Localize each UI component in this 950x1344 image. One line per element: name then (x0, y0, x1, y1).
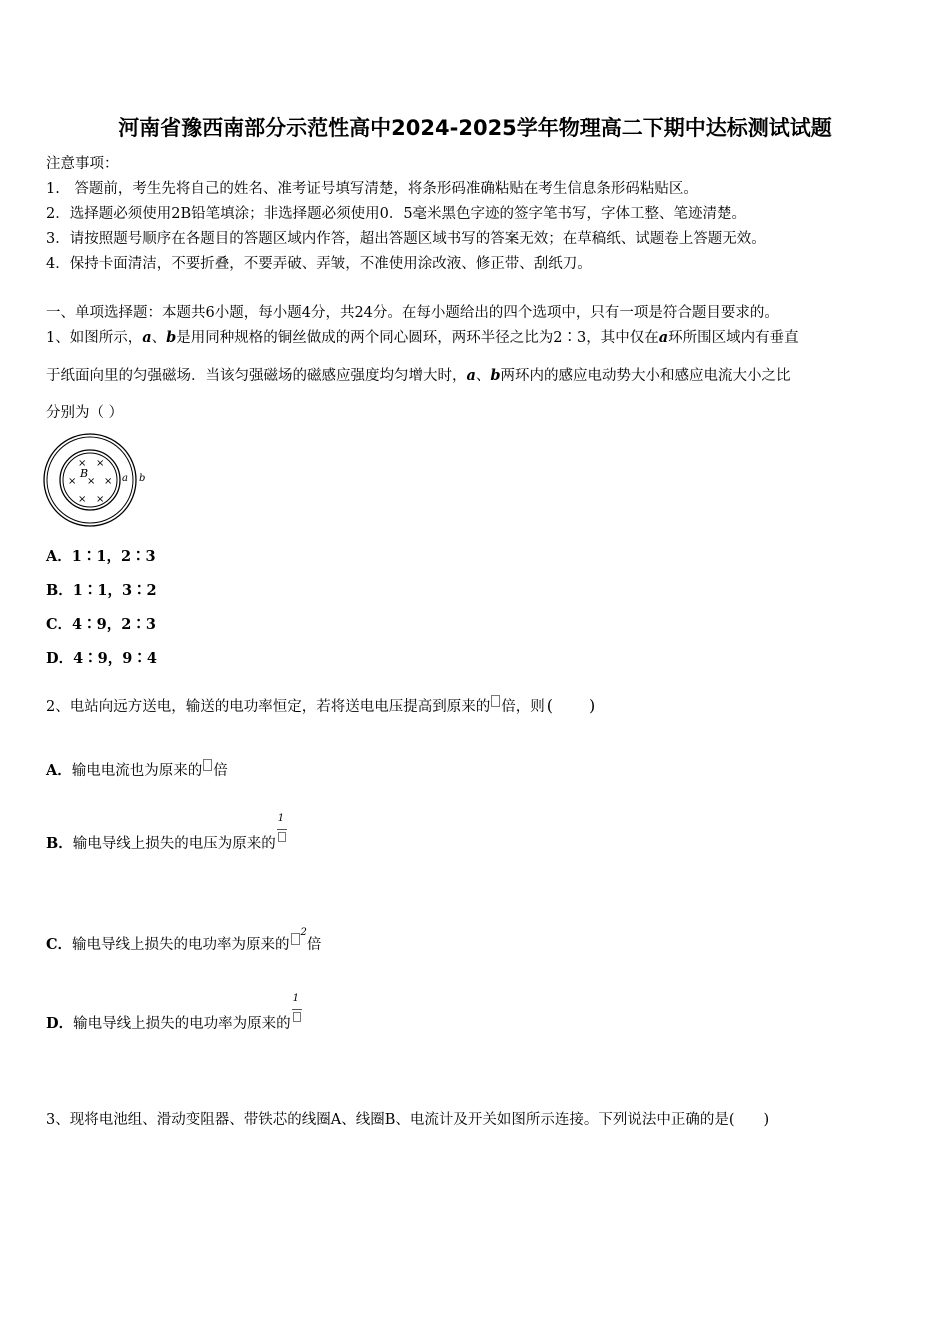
cross-mark: × (104, 476, 113, 487)
q1-option-b (46, 579, 157, 600)
option-letter: C． (46, 936, 73, 953)
option-letter: D． (46, 1015, 74, 1032)
ring-a-label: a (122, 473, 128, 484)
notice-item-4: 4．保持卡面清洁，不要折叠，不要弄破、弄皱，不准使用涂改液、修正带、刮纸刀。 (46, 256, 592, 272)
fraction-numerator: 1 (292, 993, 299, 1004)
option-text: 倍 (306, 937, 322, 953)
q2-option-b (46, 813, 290, 853)
q1-line1 (46, 326, 799, 347)
notice-item-3: 3．请按照题号顺序在各题目的答题区域内作答，超出答题区域书写的答案无效；在草稿纸、试题卷上答题无效。 (46, 231, 766, 247)
q1-var-b: b (166, 329, 177, 346)
cross-mark: × (96, 458, 105, 469)
cross-mark: × (78, 458, 87, 469)
fraction (291, 993, 305, 1033)
q2-stem-text: 2、电站向远方送电，输送的电功率恒定，若将送电电压提高到原来的 (46, 699, 491, 715)
notice-item-2: 2．选择题必须使用2B铅笔填涂；非选择题必须使用0．5毫米黑色字迹的签字笔书写，字体工整、笔迹清楚。 (46, 206, 747, 222)
option-text: 1∶1，2∶3 (71, 548, 156, 565)
option-letter: B． (46, 582, 73, 599)
option-text: 4∶9，2∶3 (72, 616, 156, 633)
q1-text: 是用同种规格的铜丝做成的两个同心圆环，两环半径之比为2∶3，其中仅在 (176, 330, 659, 346)
placeholder-symbol (491, 695, 500, 707)
option-text: 1∶1，3∶2 (72, 582, 157, 599)
option-letter: D． (46, 650, 74, 667)
q1-ring-figure (42, 431, 152, 531)
q1-var-a: a (658, 329, 669, 346)
q2-option-c (46, 927, 322, 954)
q1-text: 环所围区域内有垂直 (668, 330, 799, 346)
q1-var-b: b (490, 367, 501, 384)
q1-text: 两环内的感应电动势大小和感应电流大小之比 (500, 368, 791, 384)
cross-mark: × (87, 476, 96, 487)
placeholder-symbol (278, 832, 286, 842)
q2-option-d (46, 993, 305, 1033)
answer-paren: ( (546, 696, 553, 715)
option-letter: A． (46, 548, 72, 565)
notice-item-1: 1. 答题前，考生先将自己的姓名、准考证号填写清楚，将条形码准确粘贴在考生信息条形码粘贴区。 (46, 181, 698, 197)
option-letter: B． (46, 835, 73, 852)
option-letter: C． (46, 616, 73, 633)
q1-option-d (46, 647, 157, 668)
placeholder-symbol (293, 1012, 301, 1022)
q1-var-a: a (142, 329, 152, 346)
q1-sep: 、 (475, 368, 491, 384)
notice-heading: 注意事项： (46, 156, 119, 172)
option-text: 输电导线上损失的电压为原来的 (72, 836, 276, 852)
option-text: 倍 (213, 763, 228, 779)
q1-text: 1、如图所示， (46, 330, 143, 346)
page-title: 河南省豫西南部分示范性高中2024-2025学年物理高二下期中达标测试试题 (118, 116, 832, 140)
exponent: 2 (300, 927, 307, 938)
cross-mark: × (78, 494, 87, 505)
placeholder-symbol (291, 933, 300, 945)
section-header: 一、单项选择题：本题共6小题，每小题4分，共24分。在每小题给出的四个选项中，只有一项是符合题目要求的。 (46, 305, 779, 321)
q2-stem (46, 695, 595, 716)
field-label: B (80, 467, 89, 480)
q1-line2 (46, 364, 791, 385)
cross-mark: × (68, 476, 77, 487)
option-text: 输电导线上损失的电功率为原来的 (72, 937, 290, 953)
option-text: 输电电流也为原来的 (71, 763, 203, 779)
fraction (276, 813, 290, 853)
q1-option-c (46, 613, 156, 634)
q2-option-a (46, 759, 228, 780)
q1-var-a: a (466, 367, 476, 384)
fraction-numerator: 1 (277, 813, 285, 824)
option-text: 4∶9，9∶4 (73, 650, 157, 667)
q1-text: 于纸面向里的匀强磁场．当该匀强磁场的磁感应强度均匀增大时， (46, 368, 467, 384)
q1-option-a (46, 545, 156, 566)
q3-stem: 3、现将电池组、滑动变阻器、带铁芯的线圈A、线圈B、电流计及开关如图所示连接。下列说法中正确的是( ) (46, 1112, 770, 1128)
answer-paren: ) (588, 696, 596, 715)
ring-b-label: b (139, 473, 146, 484)
placeholder-symbol (203, 759, 212, 771)
q1-line3: 分别为（ ） (46, 405, 124, 421)
option-text: 输电导线上损失的电功率为原来的 (73, 1016, 291, 1032)
q1-sep: 、 (151, 330, 167, 346)
cross-mark: × (96, 494, 105, 505)
q2-stem-text: 倍，则 (501, 699, 545, 715)
option-letter: A． (46, 762, 72, 779)
